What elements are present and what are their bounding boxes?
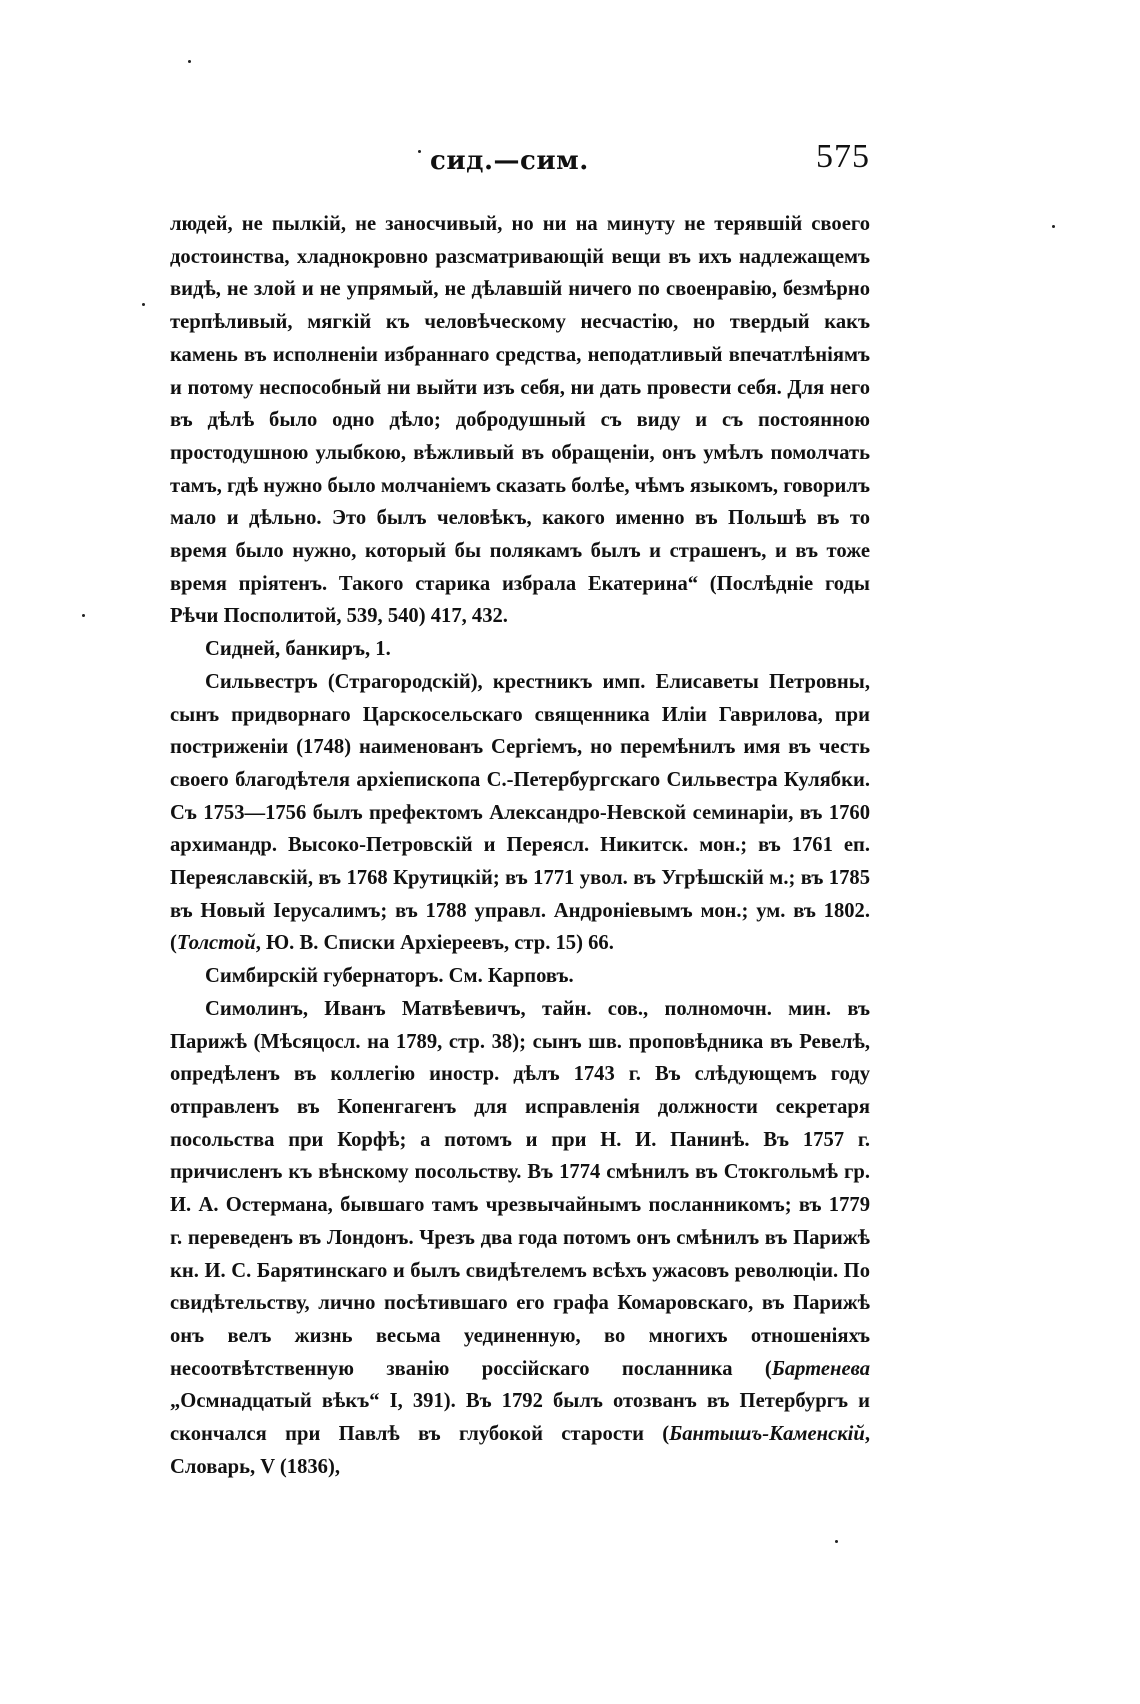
text-run: , банкиръ, 1. — [275, 638, 391, 661]
text-run: , Ю. В. Списки Архіереевъ, стр. 15) 66. — [255, 932, 614, 955]
text-run: „Осмнадцатый вѣкъ“ I, 391). Въ 1792 былъ отозванъ въ Петербургъ и скончался при Павлѣ въ глубокой старости ( — [170, 1390, 870, 1446]
page-number: 575 — [816, 138, 870, 175]
text-run: людей, не пылкій, не заносчивый, но ни на минуту не терявшій своего достоинства, хладнокровно разсматривающій вещи въ ихъ надлежащемъ видѣ, не злой и не упрямый, не дѣлавшій ничего по своенравію, безмѣрно терпѣливый, мягкій къ человѣческому несчастію, но твердый какъ камень въ исполненіи избраннаго средства, неподатливый впечатлѣніямъ и потому неспособный ни выйти изъ себя, ни дать провести себя. Для него въ дѣлѣ было одно дѣло; добродушный съ виду и съ постоянною простодушною улыбкою, вѣжливый въ обращеніи, онъ умѣлъ помолчать тамъ, гдѣ нужно было молчаніемъ сказать болѣе, чѣмъ языкомъ, говорилъ мало и дѣльно. Это былъ человѣкъ, какого именно въ Польшѣ въ то время было нужно, который бы полякамъ былъ и страшенъ, и въ тоже время пріятенъ. Такого старика избрала Екатерина“ (Послѣдніе годы Рѣчи Посполитой, 539, 540) 417, 432. — [170, 213, 870, 628]
paragraph-continuation — [170, 208, 870, 633]
page-header — [160, 138, 880, 184]
entry-headword: Сидней — [205, 638, 276, 661]
text-run: (Страгородскій), крестникъ имп. Елисаветы Петровны, сынъ придворнаго Царскосельскаго священника Иліи Гаврилова, при постриженіи (1748) наименованъ Сергіемъ, но перемѣнилъ имя въ честь своего благодѣтеля архіепископа С.-Петербургскаго Сильвестра Кулябки. Съ 1753—1756 былъ префектомъ Александро-Невской семинаріи, въ 1760 архимандр. Высоко-Петровскій и Переясл. Никитск. мон.; въ 1761 еп. Переяславскій, въ 1768 Крутицкій; въ 1771 увол. въ Угрѣшскій м.; въ 1785 въ Новый Іерусалимъ; въ 1788 управл. Андроніевымъ мон.; ум. въ 1802. ( — [170, 670, 870, 955]
entry-sidney — [170, 633, 870, 666]
text-run: Иванъ Матвѣевичъ, тайн. сов., полномочн. мин. въ Парижѣ (Мѣсяцосл. на 1789, стр. 38); сынъ шв. проповѣдника въ Ревелѣ, опредѣленъ въ коллегію иностр. дѣлъ 1743 г. Въ слѣдующемъ году отправленъ въ Копенгагенъ для исправленія должности секретаря посольства при Корфѣ; а потомъ и при Н. И. Панинѣ. Въ 1757 г. причисленъ къ вѣнскому посольству. Въ 1774 смѣнилъ въ Стокгольмѣ гр. И. А. Остермана, бывшаго тамъ чрезвычайнымъ посланникомъ; въ 1779 г. переведенъ въ Лондонъ. Чрезъ два года потомъ онъ смѣнилъ въ Парижѣ кн. И. С. Барятинскаго и былъ свидѣтелемъ всѣхъ ужасовъ революціи. По свидѣтельству, лично посѣтившаго его графа Комаровскаго, въ Парижѣ онъ велъ жизнь весьма уединенную, во многихъ отношеніяхъ несоотвѣтственную званію россійскаго посланника ( — [170, 997, 870, 1380]
entry-headword: Симбирскій — [205, 965, 318, 988]
scan-speck — [418, 150, 421, 153]
entry-simbirsk-governor — [170, 960, 870, 993]
text-run: , Словарь, V (1836), — [170, 1423, 870, 1478]
scan-speck — [188, 60, 191, 63]
scan-speck — [835, 1540, 838, 1543]
entry-headword: Сильвестръ — [205, 670, 318, 693]
body-text — [170, 208, 870, 1483]
running-head: сид.—сим. — [430, 146, 589, 176]
entry-headword: Карповъ. — [487, 965, 574, 988]
italic-citation: Бартенева — [771, 1357, 870, 1380]
italic-citation: Толстой — [176, 932, 256, 955]
italic-citation: Бантышъ-Каменскій — [669, 1423, 865, 1446]
text-run: губернаторъ. См. — [318, 965, 488, 988]
scan-speck — [1052, 225, 1055, 228]
scan-speck — [142, 303, 145, 306]
entry-headword: Симолинъ, — [205, 997, 308, 1020]
entry-silvestr — [170, 666, 870, 960]
scan-speck — [82, 614, 85, 617]
entry-simolin — [170, 993, 870, 1484]
